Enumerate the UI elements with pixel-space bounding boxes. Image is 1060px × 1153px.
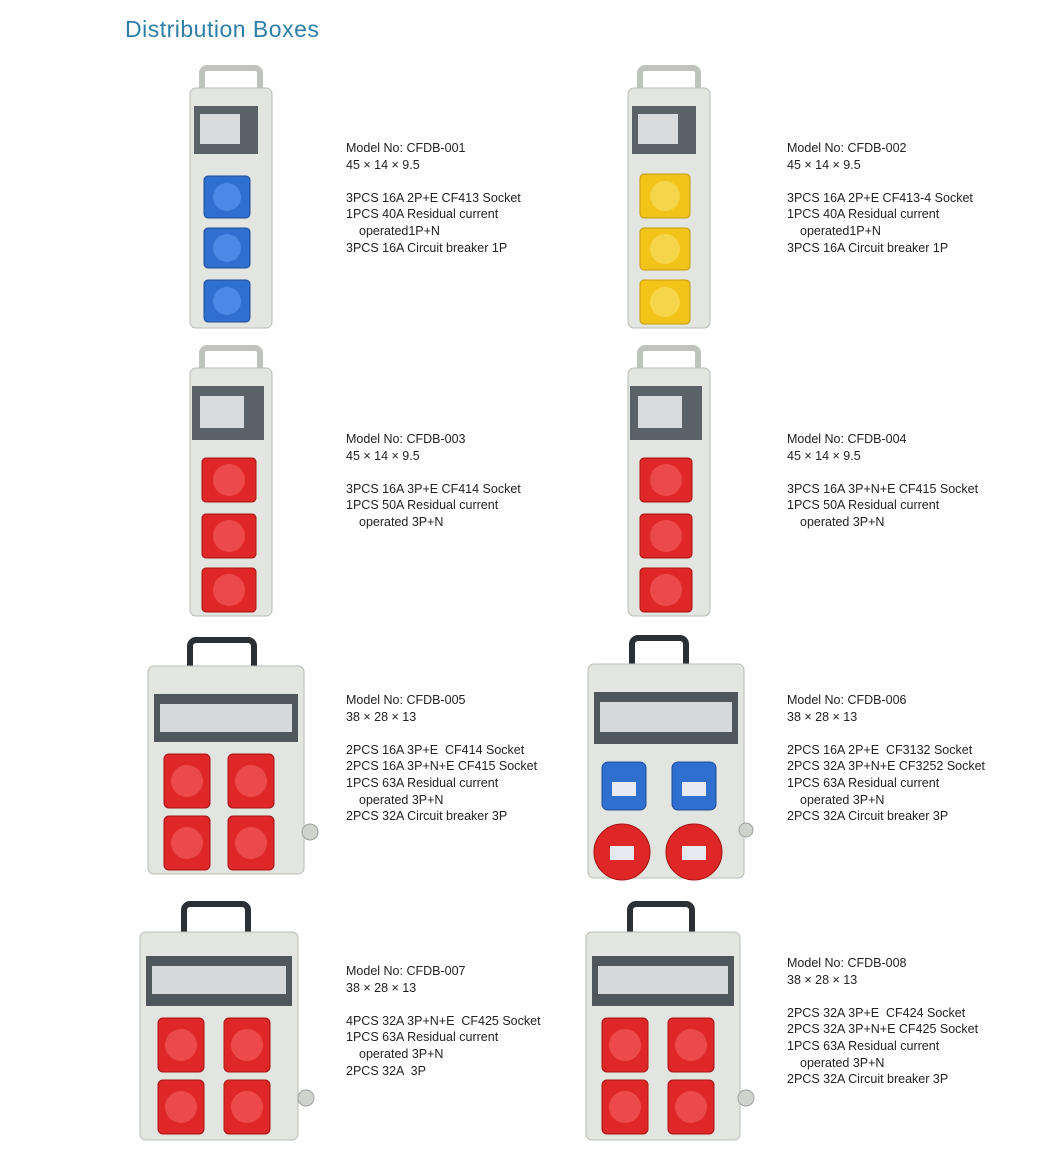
model-number: Model No: CFDB-001 bbox=[346, 141, 466, 155]
dimensions: 38 × 28 × 13 bbox=[787, 709, 858, 724]
spec-line: operated 3P+N bbox=[359, 514, 444, 529]
model-number: Model No: CFDB-002 bbox=[787, 141, 907, 155]
spec-line: operated 3P+N bbox=[359, 792, 444, 807]
spec-line: operated 3P+N bbox=[800, 514, 885, 529]
spec-line: 1PCS 40A Residual current bbox=[346, 207, 499, 222]
product-image-cfdb-004 bbox=[626, 346, 716, 618]
model-number: Model No: CFDB-006 bbox=[787, 693, 907, 707]
product-image-cfdb-001 bbox=[188, 66, 278, 330]
product-image-cfdb-006 bbox=[584, 634, 754, 882]
dimensions: 38 × 28 × 13 bbox=[346, 980, 417, 995]
spec-line: 2PCS 16A 3P+N+E CF415 Socket bbox=[346, 759, 538, 774]
spec-line: 4PCS 32A 3P+N+E CF425 Socket bbox=[346, 1013, 541, 1028]
product-description-cfdb-003 bbox=[346, 431, 521, 531]
model-number: Model No: CFDB-004 bbox=[787, 432, 907, 446]
product-image-cfdb-002 bbox=[626, 66, 716, 330]
product-description-cfdb-001 bbox=[346, 140, 521, 256]
dimensions: 38 × 28 × 13 bbox=[787, 972, 858, 987]
product-description-cfdb-004 bbox=[787, 431, 978, 531]
spec-line: 1PCS 40A Residual current bbox=[787, 207, 940, 222]
spec-line: 3PCS 16A 2P+E CF413 Socket bbox=[346, 190, 521, 205]
spec-line: 3PCS 16A 3P+N+E CF415 Socket bbox=[787, 481, 979, 496]
product-description-cfdb-007 bbox=[346, 963, 541, 1079]
spec-line: 1PCS 63A Residual current bbox=[346, 1030, 499, 1045]
spec-line: operated 3P+N bbox=[800, 792, 885, 807]
product-image-cfdb-003 bbox=[188, 346, 278, 618]
spec-line: 2PCS 32A 3P+N+E CF425 Socket bbox=[787, 1022, 979, 1037]
spec-line: 2PCS 32A Circuit breaker 3P bbox=[787, 1072, 949, 1087]
page-title: Distribution Boxes bbox=[125, 16, 320, 42]
spec-line: operated1P+N bbox=[800, 223, 881, 238]
spec-line: 1PCS 63A Residual current bbox=[787, 775, 940, 790]
spec-line: 3PCS 16A 3P+E CF414 Socket bbox=[346, 481, 521, 496]
product-description-cfdb-008 bbox=[787, 955, 978, 1088]
product-description-cfdb-006 bbox=[787, 692, 985, 825]
spec-line: 1PCS 63A Residual current bbox=[787, 1038, 940, 1053]
product-description-cfdb-005 bbox=[346, 692, 537, 825]
model-number: Model No: CFDB-003 bbox=[346, 432, 466, 446]
dimensions: 38 × 28 × 13 bbox=[346, 709, 417, 724]
spec-line: 2PCS 32A Circuit breaker 3P bbox=[787, 809, 949, 824]
spec-line: 2PCS 32A 3P+N+E CF3252 Socket bbox=[787, 759, 986, 774]
product-image-cfdb-007 bbox=[136, 900, 320, 1144]
spec-line: 3PCS 16A Circuit breaker 1P bbox=[346, 240, 508, 255]
spec-line: 1PCS 50A Residual current bbox=[787, 498, 940, 513]
model-number: Model No: CFDB-008 bbox=[787, 956, 907, 970]
dimensions: 45 × 14 × 9.5 bbox=[787, 157, 861, 172]
spec-line: 1PCS 63A Residual current bbox=[346, 775, 499, 790]
model-number: Model No: CFDB-007 bbox=[346, 964, 466, 978]
spec-line: 3PCS 16A 2P+E CF413-4 Socket bbox=[787, 190, 973, 205]
spec-line: 2PCS 16A 3P+E CF414 Socket bbox=[346, 742, 525, 757]
spec-line: 2PCS 16A 2P+E CF3132 Socket bbox=[787, 742, 973, 757]
spec-line: 3PCS 16A Circuit breaker 1P bbox=[787, 240, 949, 255]
dimensions: 45 × 14 × 9.5 bbox=[346, 157, 420, 172]
product-image-cfdb-008 bbox=[582, 900, 760, 1144]
product-description-cfdb-002 bbox=[787, 140, 973, 256]
spec-line: operated 3P+N bbox=[800, 1055, 885, 1070]
spec-line: 2PCS 32A 3P+E CF424 Socket bbox=[787, 1005, 966, 1020]
dimensions: 45 × 14 × 9.5 bbox=[346, 448, 420, 463]
product-image-cfdb-005 bbox=[142, 636, 324, 878]
model-number: Model No: CFDB-005 bbox=[346, 693, 466, 707]
spec-line: 1PCS 50A Residual current bbox=[346, 498, 499, 513]
spec-line: 2PCS 32A 3P bbox=[346, 1063, 426, 1078]
spec-line: 2PCS 32A Circuit breaker 3P bbox=[346, 809, 508, 824]
dimensions: 45 × 14 × 9.5 bbox=[787, 448, 861, 463]
spec-line: operated1P+N bbox=[359, 223, 440, 238]
spec-line: operated 3P+N bbox=[359, 1046, 444, 1061]
